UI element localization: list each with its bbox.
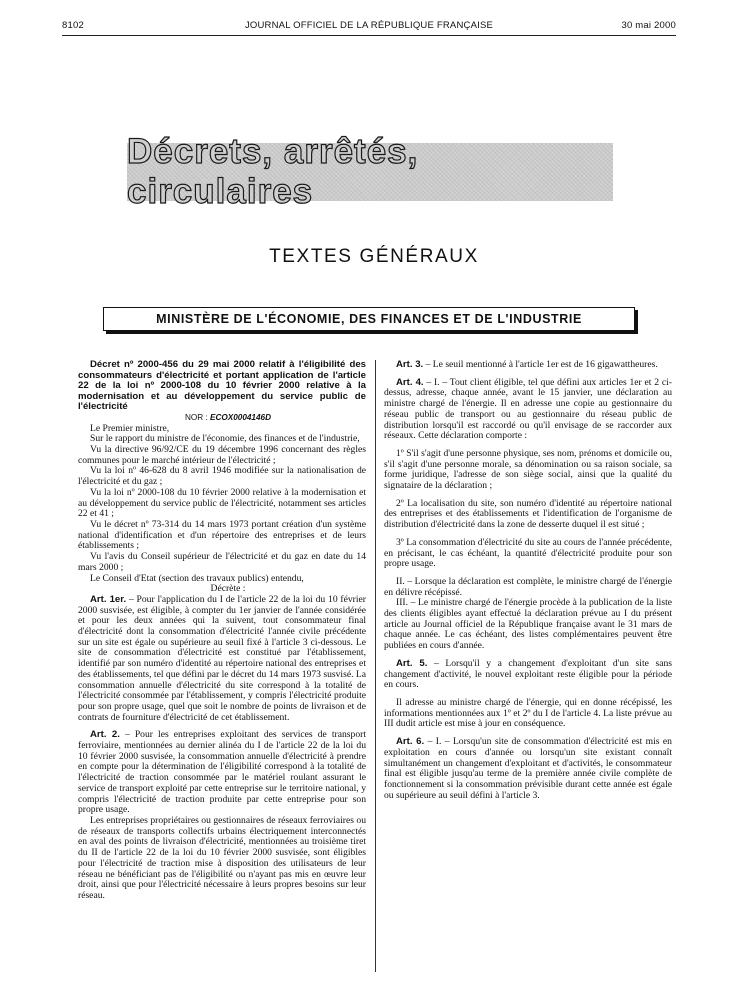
nor-label: NOR : (184, 412, 208, 422)
header-rule (62, 35, 676, 36)
preamble-line: Vu le décret nº 73-314 du 14 mars 1973 portant création d'un système national d'identification et d'un répertoire des entreprises et de leurs établissements ; (78, 519, 366, 552)
section-heading: TEXTES GÉNÉRAUX (269, 246, 479, 267)
article-4-item: 3º La consommation d'électricité du site au cours de l'année précédente, en précisant, le cas échéant, la quantité d'électricité produite pour son propre usage. (384, 536, 672, 570)
article-text: – I. – Tout client éligible, tel que défini aux articles 1er et 2 ci-dessus, adresse, chaque année, avant le 15 janvier, une déclaration au ministre chargé de l'énergie. Il en adresse une copie au gestionnaire du réseau public de transport ou au gestionnaire du réseau public de distribution lorsqu'il est raccordé ou qu'il envisage de se raccorder aux réseaux. Cette déclaration comporte : (384, 376, 672, 442)
article-5 (384, 659, 672, 691)
preamble-line: Vu la directive 96/92/CE du 19 décembre 1996 concernant des règles communes pour le marché intérieur de l'électricité ; (78, 444, 366, 466)
article-4-item: 2º La localisation du site, son numéro d'identité au répertoire national des entreprises et des établissements et l'identification de l'organisme de distribution d'électricité dans la zone de desserte duquel il est situé ; (384, 497, 672, 531)
article-text: – Le seuil mentionné à l'article 1er est de 16 gigawattheures. (423, 359, 658, 370)
section-banner (127, 132, 613, 211)
ministry-name: MINISTÈRE DE L'ÉCONOMIE, DES FINANCES ET DE L'INDUSTRIE (156, 312, 582, 326)
article-4-paragraph-ii: II. – Lorsque la déclaration est complète, le ministre chargé de l'énergie en délivre récépissé. (384, 575, 672, 598)
preamble-line: Vu la loi nº 2000-108 du 10 février 2000 relative à la modernisation et au développement du service public de l'électricité, notamment ses articles 22 et 41 ; (78, 486, 366, 520)
right-column (384, 360, 672, 801)
ministry-box (103, 307, 635, 331)
article-text: – Lorsqu'il y a changement d'exploitant d'un site sans changement d'activité, le nouvel exploitant reste éligible pour la période en cours. (384, 657, 672, 691)
article-2 (78, 730, 366, 816)
article-label: Art. 5. (396, 657, 428, 669)
article-label: Art. 2. (90, 729, 120, 741)
article-label: Art. 4. (396, 376, 424, 388)
article-label: Art. 3. (396, 359, 424, 370)
article-text: – Pour l'application du I de l'article 22 de la loi du 10 février 2000 susvisée, est éligible, à compter du 1er janvier de l'année considérée et pour les deux années qui la suivent, tout consommateur final d'électricité dont la consommation d'électricité l'année civile précédente sur un site est égale ou supérieure au seuil fixé à l'article 3 ci-dessous. Le site de consommation d'électricité est constitué par l'établissement, identifié par son numéro d'identité au répertoire national des entreprises et des établissements, tel que défini par le décret du 14 mars 1973 susvisé. La consommation annuelle d'électricité du site correspond à la totalité de l'électricité consommée par l'établissement, y compris l'électricité produite pour son propre usage, quel que soit le nombre de points de livraison et de contrats de fourniture d'électricité de cet établissement. (78, 593, 366, 723)
article-label: Art. 1er. (90, 593, 127, 605)
preamble-line: Vu la loi nº 46-628 du 8 avril 1946 modifiée sur la nationalisation de l'électricité et du gaz ; (78, 465, 366, 488)
nor-code: ECOX0004146D (210, 412, 272, 422)
article-4 (384, 378, 672, 442)
article-5-paragraph: Il adresse au ministre chargé de l'énergie, qui en donne récépissé, les informations mentionnées aux 1º et 2º du I de l'article 4. La liste prévue au III dudit article est mise à jour en conséquence. (384, 696, 672, 730)
journal-title: JOURNAL OFFICIEL DE LA RÉPUBLIQUE FRANÇAISE (244, 20, 494, 31)
article-1 (78, 595, 366, 723)
left-column (78, 360, 366, 902)
preamble-line: Le Conseil d'Etat (section des travaux publics) entendu, (90, 572, 304, 584)
issue-date: 30 mai 2000 (621, 20, 676, 31)
article-4-paragraph-iii: III. – Le ministre chargé de l'énergie procède à la publication de la liste des clients éligibles ayant effectué la déclaration prévue au I du présent article au Journal officiel de la République française avant le 31 mars de chaque année. Le cas échéant, des listes complémentaires peuvent être publiées en cours d'année. (384, 597, 672, 652)
article-4-item: 1º S'il s'agit d'une personne physique, ses nom, prénoms et domicile ou, s'il s'agit d'une personne morale, sa dénomination ou sa raison sociale, sa forme juridique, l'adresse de son siège social, ainsi que la qualité du signataire de la déclaration ; (384, 447, 672, 492)
page-number: 8102 (62, 20, 84, 31)
article-2-paragraph: Les entreprises propriétaires ou gestionnaires de réseaux ferroviaires ou de réseaux de transports collectifs urbains électriquement interconnectés en aval des points de livraison d'électricité, mentionnées au troisième tiret du II de l'article 22 de la loi du 10 février 2000 susvisée, sont éligibles pour l'électricité de traction mise à disposition des utilisateurs de leur réseau ne bénéficiant pas de l'éligibilité ou n'ayant pas mis en œuvre leur droit, ainsi que pour l'électricité nécessaire à leurs propres besoins sur leur réseau. (78, 814, 366, 901)
banner-title: Décrets, arrêtés, circulaires (127, 132, 419, 211)
article-text: – I. – Lorsqu'un site de consommation d'électricité est mis en exploitation en cours d'année ou lorsqu'un site existant connaît simultanément un changement d'exploitant et d'activités, le consommateur final est éligible jusqu'au terme de la première année civile complète de fonctionnement si la consommation prévisible durant cette année est égale ou supérieure au seuil défini à l'article 3. (384, 736, 672, 801)
decree-title: Décret nº 2000-456 du 29 mai 2000 relatif à l'éligibilité des consommateurs d'électricité et portant application de l'article 22 de la loi nº 2000-108 du 10 février 2000 relative à la modernisation et au développement du service public de l'électricité (78, 359, 366, 413)
decrete-heading: Décrète : (210, 583, 246, 595)
preamble-line: Le Premier ministre, (90, 422, 170, 434)
preamble-line: Vu l'avis du Conseil supérieur de l'électricité et du gaz en date du 14 mars 2000 ; (78, 551, 366, 573)
article-label: Art. 6. (396, 736, 425, 748)
article-6 (384, 737, 672, 801)
article-3 (384, 360, 672, 371)
preamble-line: Sur le rapport du ministre de l'économie, des finances et de l'industrie, (90, 433, 360, 445)
article-text: – Pour les entreprises exploitant des services de transport ferroviaire, mentionnées au dernier alinéa du I de l'article 22 de la loi du 10 février 2000 susvisée, la consommation annuelle d'électricité à prendre en compte pour la détermination de l'éligibilité correspond à la totalité de l'électricité de traction consommée par le matériel roulant assurant le service de transport exploité par cette entreprise sur le territoire national, y compris l'électricité de traction produite par cette entreprise pour son propre usage. (78, 729, 366, 816)
column-divider (375, 360, 376, 972)
